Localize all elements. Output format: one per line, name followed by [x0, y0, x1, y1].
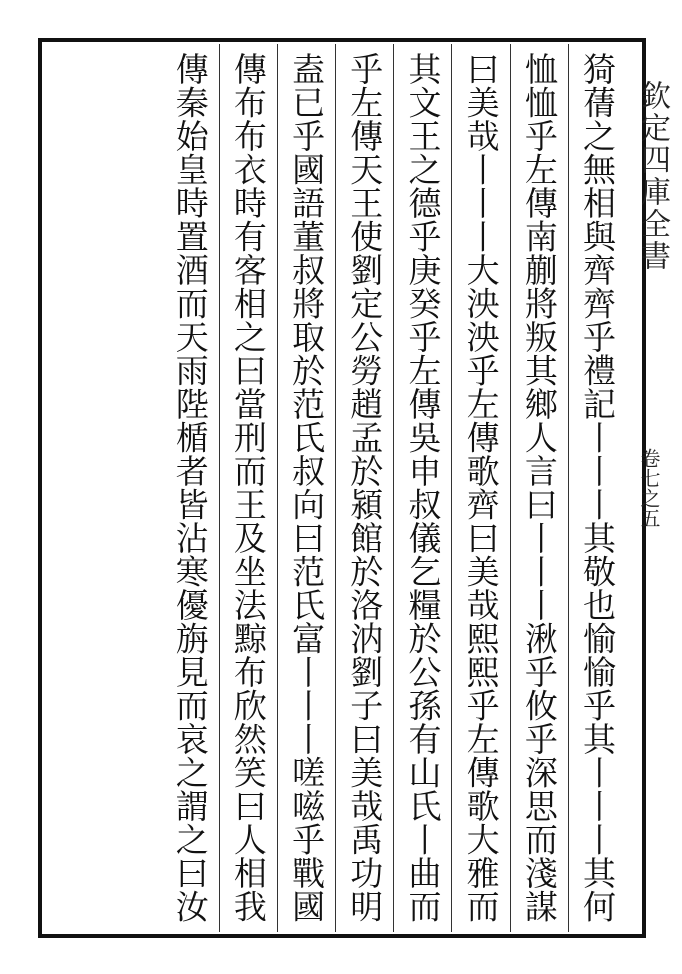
text-column-6: 盍已乎國語董叔將取於范氏叔向曰范氏富丨丨丨嗟嗞乎戰國: [277, 44, 335, 932]
text-column-5: 乎左傳天王使劉定公勞趙孟於潁館於洛汭劉子曰美哉禹功明: [335, 44, 393, 932]
book-title: 欽定四庫全書: [635, 80, 670, 272]
text-column-3: 曰美哉丨丨丨大泱泱乎左傳歌齊曰美哉熙熙乎左傳歌大雅而: [451, 44, 509, 932]
text-column-4: 其文王之德乎庚癸乎左傳吳申叔儀乞糧於公孫有山氏丨曲而: [393, 44, 451, 932]
text-column-1: 猗蒨之無相與齊齊乎禮記丨丨丨其敬也愉愉乎其丨丨丨其何: [568, 44, 626, 932]
text-column-2: 恤恤乎左傳南蒯將叛其鄉人言曰丨丨丨湫乎攸乎深思而淺謀: [510, 44, 568, 932]
page-header: [628, 38, 682, 938]
text-column-8: 傳秦始皇時置酒而天雨陛楯者皆沾寒優旃見而哀之謂之曰汝: [170, 52, 210, 923]
text-columns: [44, 44, 626, 932]
text-column-7: 傳布布衣時有客相之曰當刑而王及坐法黥布欣然笑曰人相我: [219, 44, 277, 932]
volume-label: 卷七之五: [637, 448, 661, 528]
